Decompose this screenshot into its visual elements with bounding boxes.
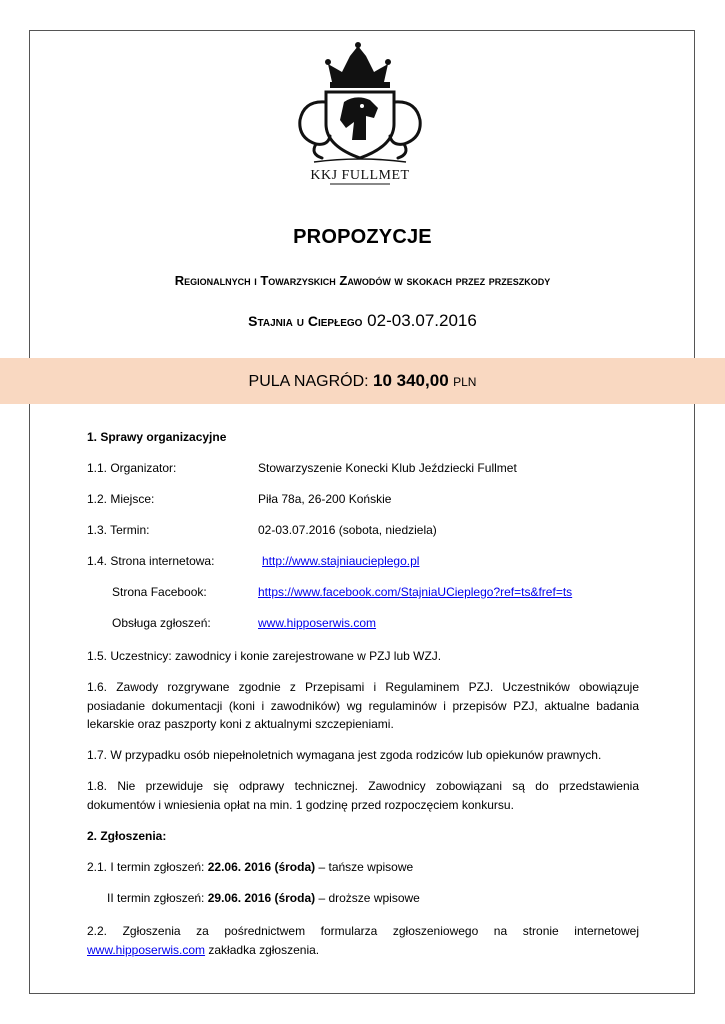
paragraph-2-2 [87, 922, 639, 959]
paragraph-2-2-text: 2.2. Zgłoszenia za pośrednictwem formularza zgłoszeniowego na stronie internetowej [87, 924, 639, 938]
hipposerwis-link[interactable]: www.hipposerwis.com [87, 942, 206, 957]
first-deadline [87, 860, 413, 874]
second-deadline-date: 29.06. 2016 (środa) [207, 891, 316, 905]
document-title: PROPOZYCJE [293, 226, 432, 248]
place-value: Piła 78a, 26-200 Końskie [258, 492, 392, 506]
section-2-heading: 2. Zgłoszenia: [87, 829, 167, 843]
facebook-link[interactable]: https://www.facebook.com/StajniaUCieplego?ref=ts&fref=ts [258, 585, 573, 599]
venue-line [0, 311, 725, 331]
second-deadline-note: – droższe wpisowe [315, 891, 420, 905]
second-deadline-label: II termin zgłoszeń: [107, 891, 208, 905]
facebook-label: Strona Facebook: [112, 585, 207, 599]
first-deadline-label: 2.1. I termin zgłoszeń: [87, 860, 208, 874]
prize-pool-banner [0, 358, 725, 404]
prize-currency: PLN [453, 375, 477, 389]
date-value: 02-03.07.2016 (sobota, niedziela) [258, 523, 437, 537]
paragraph-1-7: 1.7. W przypadku osób niepełnoletnich wymagana jest zgoda rodziców lub opiekunów prawnych. [87, 748, 602, 762]
logo-text: KKJ FULLMET [310, 168, 410, 183]
first-deadline-date: 22.06. 2016 (środa) [207, 860, 316, 874]
second-deadline [107, 891, 420, 905]
paragraph-1-5: 1.5. Uczestnicy: zawodnicy i konie zarejestrowane w PZJ lub WZJ. [87, 649, 442, 663]
document-subtitle: Regionalnych i Towarzyskich Zawodów w skokach przez przeszkody [174, 273, 551, 288]
organizer-label: 1.1. Organizator: [87, 461, 177, 475]
venue-dates: 02-03.07.2016 [367, 311, 477, 330]
entries-label: Obsługa zgłoszeń: [112, 616, 211, 630]
organizer-value: Stowarzyszenie Konecki Klub Jeździecki Fullmet [258, 461, 517, 475]
club-logo [270, 42, 450, 187]
website-label: 1.4. Strona internetowa: [87, 554, 215, 568]
first-deadline-note: – tańsze wpisowe [315, 860, 414, 874]
prize-label: PULA NAGRÓD: [248, 373, 369, 390]
place-label: 1.2. Miejsce: [87, 492, 155, 506]
paragraph-1-6: 1.6. Zawody rozgrywane zgodnie z Przepisami i Regulaminem PZJ. Uczestników obowiązuje posiadanie dokumentacji (koni i zawodników) wg regulaminów i przepisów PZJ, aktualne badania lekarskie oraz paszporty koni z aktualnymi szczepieniami. [87, 680, 639, 731]
paragraph-2-2-tail: zakładka zgłoszenia. [205, 942, 320, 957]
paragraph-1-8: 1.8. Nie przewiduje się odprawy technicznej. Zawodnicy zobowiązani są do przedstawienia dokumentów i wniesienia opłat na min. 1 godzinę przed rozpoczęciem konkursu. [87, 779, 639, 812]
venue-name: Stajnia u Ciepłego [248, 313, 363, 329]
entries-link[interactable]: www.hipposerwis.com [258, 616, 377, 630]
website-link[interactable]: http://www.stajniaucieplego.pl [262, 554, 420, 568]
prize-amount: 10 340,00 [373, 371, 449, 390]
section-1-heading: 1. Sprawy organizacyjne [87, 430, 227, 444]
date-label: 1.3. Termin: [87, 523, 150, 537]
